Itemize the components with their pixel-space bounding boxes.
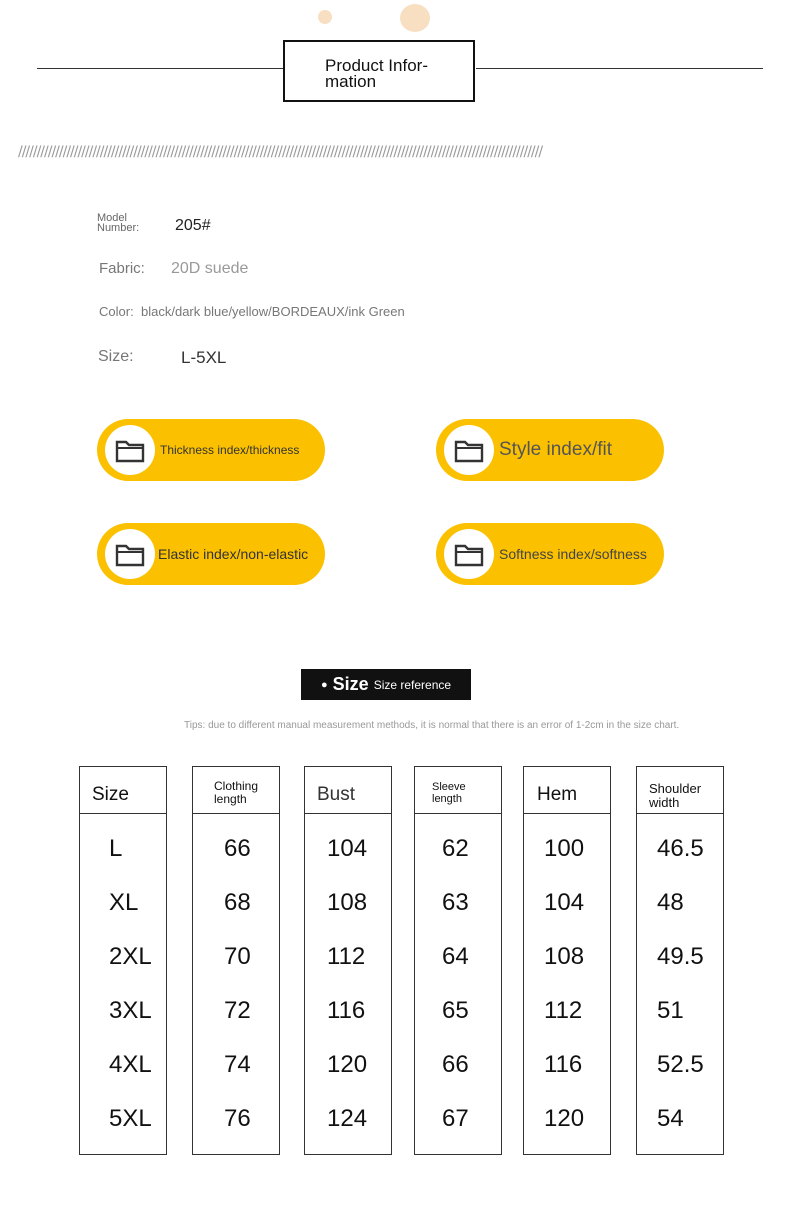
table-cell: 104: [544, 889, 585, 916]
table-cell: 54: [657, 1105, 684, 1132]
table-cell: 120: [327, 1051, 368, 1078]
table-cell: 52.5: [657, 1051, 704, 1078]
ink-splash-decoration: [400, 4, 430, 32]
ink-splash-decoration: [318, 10, 332, 24]
index-pill-softness: [436, 523, 664, 585]
table-cell: 108: [544, 943, 585, 970]
table-cell: 2XL: [109, 943, 152, 970]
table-column-shoulder-width: [636, 766, 724, 1155]
size-subheading: Size reference: [373, 677, 452, 692]
fabric-value: 20D suede: [171, 260, 249, 277]
bullet: ●: [321, 678, 328, 691]
table-cell: 62: [442, 835, 469, 862]
table-column-sleeve-length: [414, 766, 502, 1155]
index-label: Style index/fit: [499, 439, 612, 460]
table-column-size: [79, 766, 167, 1155]
table-cell: 116: [544, 1051, 583, 1078]
table-cell: 76: [224, 1105, 251, 1132]
column-header-shoulder-width: Shoulder width: [649, 781, 702, 810]
folder-icon: [105, 529, 155, 579]
table-cell: 116: [327, 997, 366, 1024]
table-cell: 124: [327, 1105, 368, 1132]
size-heading: Size: [332, 674, 369, 694]
model-number-label: Model Number:: [97, 212, 140, 234]
table-cell: 112: [327, 943, 366, 970]
column-header-sleeve-length: Sleeve length: [432, 781, 466, 805]
table-column-bust: [304, 766, 392, 1155]
fabric-label: Fabric:: [99, 260, 145, 277]
table-cell: 63: [442, 889, 469, 916]
table-cell: 64: [442, 943, 469, 970]
table-cell: 108: [327, 889, 368, 916]
table-cell: 4XL: [109, 1051, 152, 1078]
table-cell: 49.5: [657, 943, 704, 970]
table-header-cell: [193, 767, 279, 814]
table-cell: 66: [442, 1051, 469, 1078]
color-value: black/dark blue/yellow/BORDEAUX/ink Green: [141, 304, 405, 319]
table-cell: 70: [224, 943, 251, 970]
table-cell: L: [109, 835, 123, 862]
column-header-clothing-length: Clothing length: [214, 779, 259, 806]
table-cell: XL: [109, 889, 139, 916]
table-cell: 67: [442, 1105, 469, 1132]
table-column-clothing-length: [192, 766, 280, 1155]
table-header-cell: [415, 767, 501, 814]
index-label: Elastic index/non-elastic: [158, 546, 309, 562]
table-cell: 68: [224, 889, 251, 916]
page-title: Product Infor-mation: [325, 56, 428, 91]
size-value: L-5XL: [181, 348, 227, 367]
header-rule-right: [476, 68, 763, 69]
table-cell: 112: [544, 997, 583, 1024]
table-cell: 74: [224, 1051, 251, 1078]
table-cell: 5XL: [109, 1105, 152, 1132]
table-cell: 46.5: [657, 835, 704, 862]
index-pill-thickness: [97, 419, 325, 481]
folder-icon: [105, 425, 155, 475]
index-label: Thickness index/thickness: [160, 443, 300, 457]
table-cell: 51: [657, 997, 684, 1024]
table-cell: 104: [327, 835, 368, 862]
index-pill-elastic: [97, 523, 325, 585]
section-title-box: [283, 40, 475, 102]
folder-icon: [444, 529, 494, 579]
table-column-hem: [523, 766, 611, 1155]
column-header-hem: Hem: [537, 784, 578, 805]
column-header-bust: Bust: [317, 784, 356, 805]
table-header-cell: [524, 767, 610, 814]
table-cell: 66: [224, 835, 251, 862]
column-header-size: Size: [92, 784, 129, 805]
model-number-value: 205#: [175, 217, 211, 234]
folder-icon: [444, 425, 494, 475]
table-header-cell: [80, 767, 166, 814]
table-cell: 65: [442, 997, 469, 1024]
table-cell: 100: [544, 835, 585, 862]
index-pill-style: [436, 419, 664, 481]
slash-divider: /////////////////////////////////////////////////////////////////////////////////////////////////////////////////////////////////////////////: [18, 144, 543, 160]
size-reference-banner: [301, 669, 471, 700]
table-header-cell: [305, 767, 391, 814]
table-cell: 3XL: [109, 997, 152, 1024]
table-cell: 48: [657, 889, 684, 916]
table-cell: 72: [224, 997, 251, 1024]
index-label: Softness index/softness: [499, 546, 647, 562]
table-header-cell: [637, 767, 723, 814]
size-tips: Tips: due to different manual measurement methods, it is normal that there is an error of 1-2cm in the size chart.: [184, 720, 680, 731]
table-cell: 120: [544, 1105, 585, 1132]
header-rule-left: [37, 68, 285, 69]
color-label: Color:: [99, 304, 134, 319]
size-label: Size:: [98, 348, 134, 365]
